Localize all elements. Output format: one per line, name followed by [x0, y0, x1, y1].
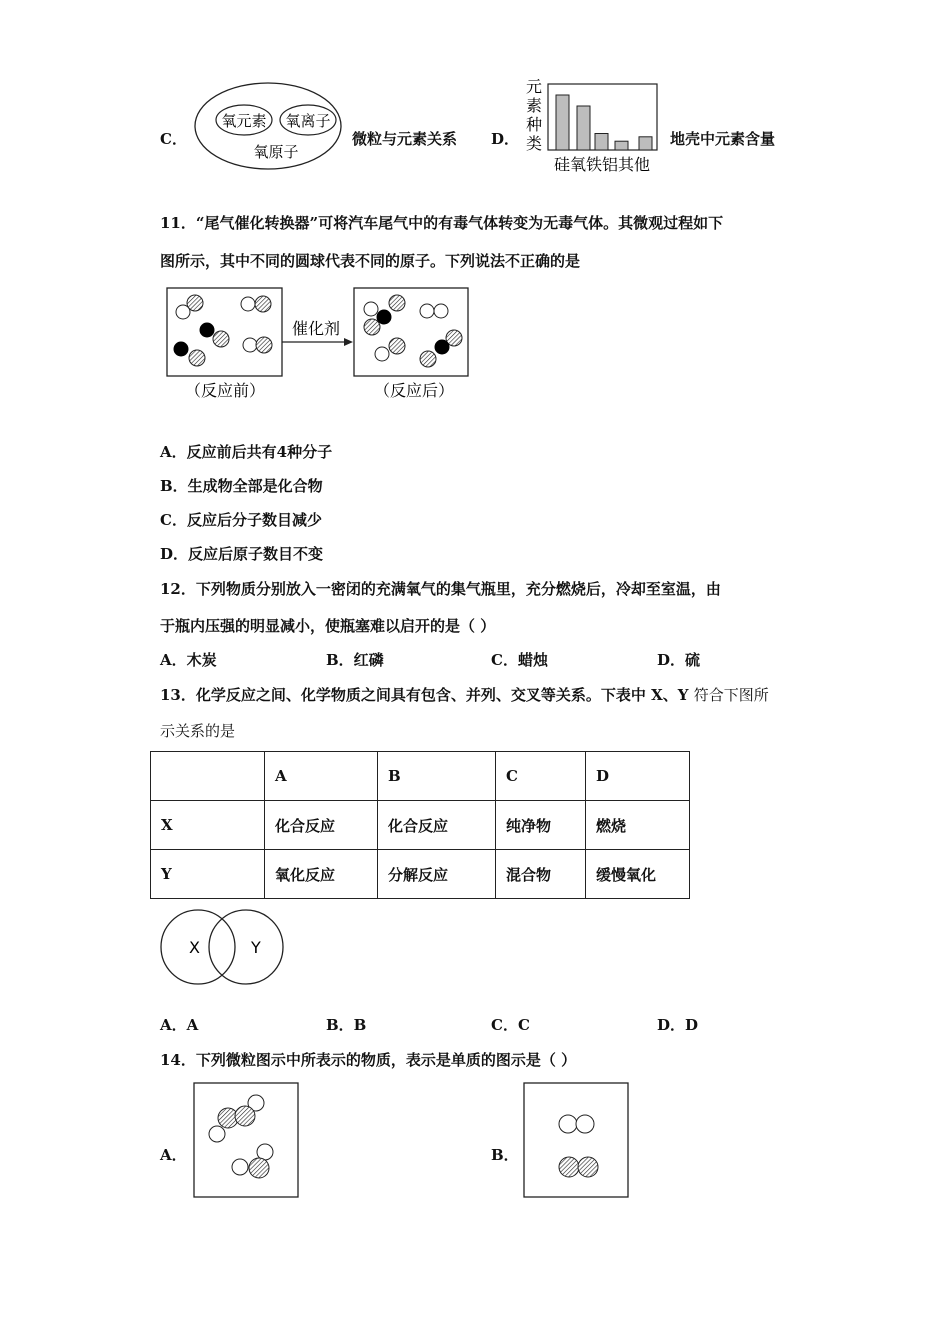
- venn-circle-y: [209, 910, 283, 984]
- header-cell: [151, 752, 265, 801]
- q13-stem-xy: X、Y: [645, 686, 694, 704]
- q10-option-d-letter: D．: [491, 130, 520, 148]
- chart-xlabel: 硅氧铁铝其他: [554, 155, 651, 174]
- q12-option-b[interactable]: B．红磷: [326, 651, 384, 669]
- q13-stem-line2: 示关系的是: [160, 722, 236, 740]
- q12-option-a[interactable]: A．木炭: [160, 651, 217, 669]
- q13-table: [150, 751, 690, 899]
- q13-stem-light: 符合下图所: [693, 686, 769, 704]
- q11-option-d[interactable]: D．反应后原子数目不变: [160, 545, 324, 563]
- header-cell: C: [496, 752, 586, 801]
- chart-ylabel: [526, 77, 542, 153]
- q12-option-c[interactable]: C．蜡烛: [491, 651, 548, 669]
- q13-stem-line1: [160, 684, 769, 705]
- diagram-box: [194, 1083, 298, 1197]
- q12-stem-line1: 12．下列物质分别放入一密闭的充满氧气的集气瓶里，充分燃烧后，冷却至室温，由: [160, 580, 721, 598]
- label-oxygen-ion: 氧离子: [285, 112, 331, 130]
- table-cell: 缓慢氧化: [586, 850, 690, 899]
- q11-stem-line2: 图所示，其中不同的圆球代表不同的原子。下列说法不正确的是: [160, 252, 581, 270]
- diagram-box: [524, 1083, 628, 1197]
- venn-label-y: Y: [251, 938, 261, 957]
- arrow-head: [344, 338, 353, 346]
- table-cell: 氧化反应: [265, 850, 378, 899]
- table-cell: 燃烧: [586, 801, 690, 850]
- q14-option-a[interactable]: A．: [160, 1146, 187, 1164]
- q12-stem-line2: 于瓶内压强的明显减小，使瓶塞难以启开的是（ ）: [160, 617, 496, 635]
- venn-label-x: X: [189, 938, 200, 957]
- bar-氧: [577, 106, 590, 150]
- ylabel-char: 素: [526, 96, 543, 115]
- table-header-row: [151, 752, 690, 801]
- after-label: （反应后）: [373, 381, 455, 400]
- q10-option-c-diagram: [192, 80, 344, 172]
- q11-option-b[interactable]: B．生成物全部是化合物: [160, 477, 323, 495]
- table-cell: 化合反应: [378, 801, 496, 850]
- q11-stem-line1: 11．“尾气催化转换器”可将汽车尾气中的有毒气体转变为无毒气体。其微观过程如下: [160, 214, 724, 232]
- q11-reaction-diagram: [160, 284, 480, 406]
- bar-硅: [556, 95, 569, 150]
- table-cell: 纯净物: [496, 801, 586, 850]
- table-cell: X: [151, 801, 265, 850]
- q14-option-b[interactable]: B．: [491, 1146, 519, 1164]
- q10-option-d-caption: 地壳中元素含量: [670, 130, 776, 148]
- q13-option-d[interactable]: D．D: [657, 1016, 699, 1034]
- bar-铁: [595, 134, 608, 151]
- q14-stem: 14．下列微粒图示中所表示的物质，表示是单质的图示是（ ）: [160, 1051, 577, 1069]
- table-cell: Y: [151, 850, 265, 899]
- bar-其他: [639, 137, 652, 150]
- ylabel-char: 元: [526, 77, 543, 96]
- q10-option-d-chart: [522, 76, 668, 176]
- q11-option-a[interactable]: A．反应前后共有4种分子: [160, 443, 333, 461]
- header-cell: D: [586, 752, 690, 801]
- q11-option-c[interactable]: C．反应后分子数目减少: [160, 511, 322, 529]
- table-cell: 分解反应: [378, 850, 496, 899]
- q13-stem-bold: 13．化学反应之间、化学物质之间具有包含、并列、交叉等关系。下表中: [160, 686, 646, 704]
- ylabel-char: 类: [526, 134, 543, 153]
- q13-option-a[interactable]: A．A: [160, 1016, 199, 1034]
- label-oxygen-atom: 氧原子: [253, 143, 299, 161]
- q13-option-b[interactable]: B．B: [326, 1016, 367, 1034]
- bar-铝: [615, 141, 628, 150]
- table-row: [151, 801, 690, 850]
- label-oxygen-element: 氧元素: [221, 112, 267, 130]
- table-cell: 化合反应: [265, 801, 378, 850]
- q12-option-d[interactable]: D．硫: [657, 651, 701, 669]
- q13-venn-diagram: [158, 905, 290, 989]
- header-cell: A: [265, 752, 378, 801]
- q13-option-c[interactable]: C．C: [491, 1016, 530, 1034]
- header-cell: B: [378, 752, 496, 801]
- q14-option-a-diagram: [193, 1082, 301, 1200]
- table-row: [151, 850, 690, 899]
- q14-option-b-diagram: [523, 1082, 631, 1200]
- catalyst-label: 催化剂: [291, 319, 341, 338]
- before-label: （反应前）: [184, 381, 266, 400]
- ylabel-char: 种: [526, 115, 543, 134]
- q10-option-c-letter: C．: [160, 130, 187, 148]
- table-cell: 混合物: [496, 850, 586, 899]
- q10-option-c-caption: 微粒与元素关系: [352, 130, 458, 148]
